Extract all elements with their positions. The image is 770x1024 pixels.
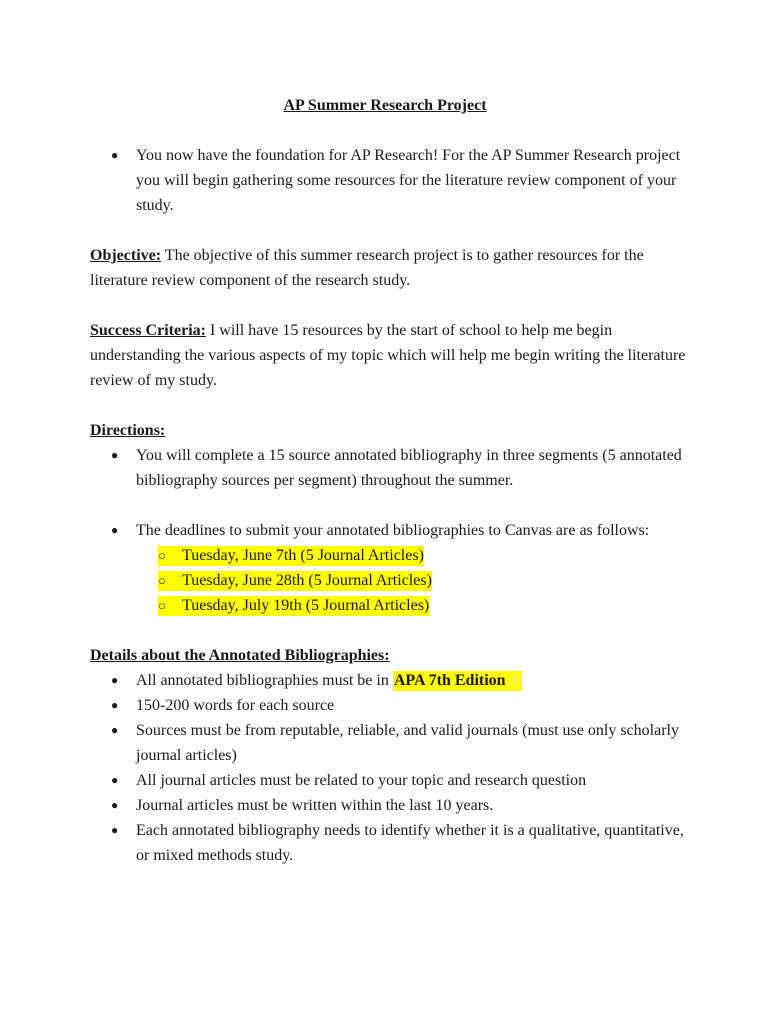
details-label: Details about the Annotated Bibliographies: bbox=[90, 647, 390, 664]
details-item-text: Each annotated bibliography needs to identify whether it is a qualitative, quantitative, or mixed methods study. bbox=[136, 822, 684, 864]
deadline-highlight bbox=[158, 546, 424, 566]
success-criteria-label: Success Criteria: bbox=[90, 322, 206, 339]
objective-paragraph bbox=[90, 243, 690, 293]
objective-text: The objective of this summer research project is to gather resources for the literature review component of the research study. bbox=[90, 247, 644, 289]
apa-edition-highlight: APA 7th Edition bbox=[393, 672, 506, 689]
details-item-text: 150-200 words for each source bbox=[136, 697, 335, 714]
apa-tail-mark: A bbox=[508, 672, 521, 689]
apa-prefix: All annotated bibliographies must be in bbox=[136, 672, 393, 689]
deadline-text: Tuesday, June 7th (5 Journal Articles) bbox=[182, 547, 424, 564]
deadline-sublist bbox=[136, 543, 690, 618]
deadline-item bbox=[158, 543, 690, 568]
directions-label: Directions: bbox=[90, 422, 166, 439]
details-item-text: All journal articles must be related to your topic and research question bbox=[136, 772, 587, 789]
deadline-text: Tuesday, June 28th (5 Journal Articles) bbox=[182, 572, 432, 589]
details-item bbox=[90, 793, 690, 818]
deadline-item bbox=[158, 568, 690, 593]
deadline-highlight bbox=[158, 596, 429, 616]
intro-list bbox=[90, 143, 690, 218]
deadline-highlight bbox=[158, 571, 432, 591]
success-criteria-paragraph bbox=[90, 318, 690, 393]
deadline-text: Tuesday, July 19th (5 Journal Articles) bbox=[182, 597, 430, 614]
intro-bullet bbox=[90, 143, 690, 218]
hollow-bullet-icon: ○ bbox=[158, 548, 166, 563]
spacer bbox=[90, 493, 690, 518]
details-heading bbox=[90, 643, 690, 668]
spacer bbox=[90, 618, 690, 643]
deadlines-bullet bbox=[90, 518, 690, 618]
intro-bullet-text: You now have the foundation for AP Research! For the AP Summer Research project you will begin gathering some resources for the literature review component of your study. bbox=[136, 147, 681, 214]
deadline-item bbox=[158, 593, 690, 618]
directions-bullet bbox=[90, 443, 690, 493]
details-item-apa bbox=[90, 668, 690, 693]
directions-bullet-text: You will complete a 15 source annotated bibliography in three segments (5 annotated bibliography sources per segment) throughout the summer. bbox=[136, 447, 682, 489]
directions-heading bbox=[90, 418, 690, 443]
details-item-text: Journal articles must be written within the last 10 years. bbox=[136, 797, 494, 814]
spacer bbox=[90, 293, 690, 318]
details-item-text: Sources must be from reputable, reliable, and valid journals (must use only scholarly journal articles) bbox=[136, 722, 679, 764]
details-list bbox=[90, 668, 690, 868]
details-item bbox=[90, 818, 690, 868]
hollow-bullet-icon: ○ bbox=[158, 573, 166, 588]
success-criteria-text: I will have 15 resources by the start of school to help me begin understanding the various aspects of my topic which will help me begin writing the literature review of my study. bbox=[90, 322, 686, 389]
spacer bbox=[90, 393, 690, 418]
details-item bbox=[90, 768, 690, 793]
directions-list bbox=[90, 443, 690, 493]
spacer bbox=[90, 218, 690, 243]
details-item bbox=[90, 693, 690, 718]
deadlines-list bbox=[90, 518, 690, 618]
document-page bbox=[90, 93, 690, 868]
details-item bbox=[90, 718, 690, 768]
deadlines-bullet-text: The deadlines to submit your annotated bibliographies to Canvas are as follows: bbox=[136, 522, 650, 539]
hollow-bullet-icon: ○ bbox=[158, 598, 166, 613]
objective-label: Objective: bbox=[90, 247, 162, 264]
page-title: AP Summer Research Project bbox=[283, 97, 487, 114]
